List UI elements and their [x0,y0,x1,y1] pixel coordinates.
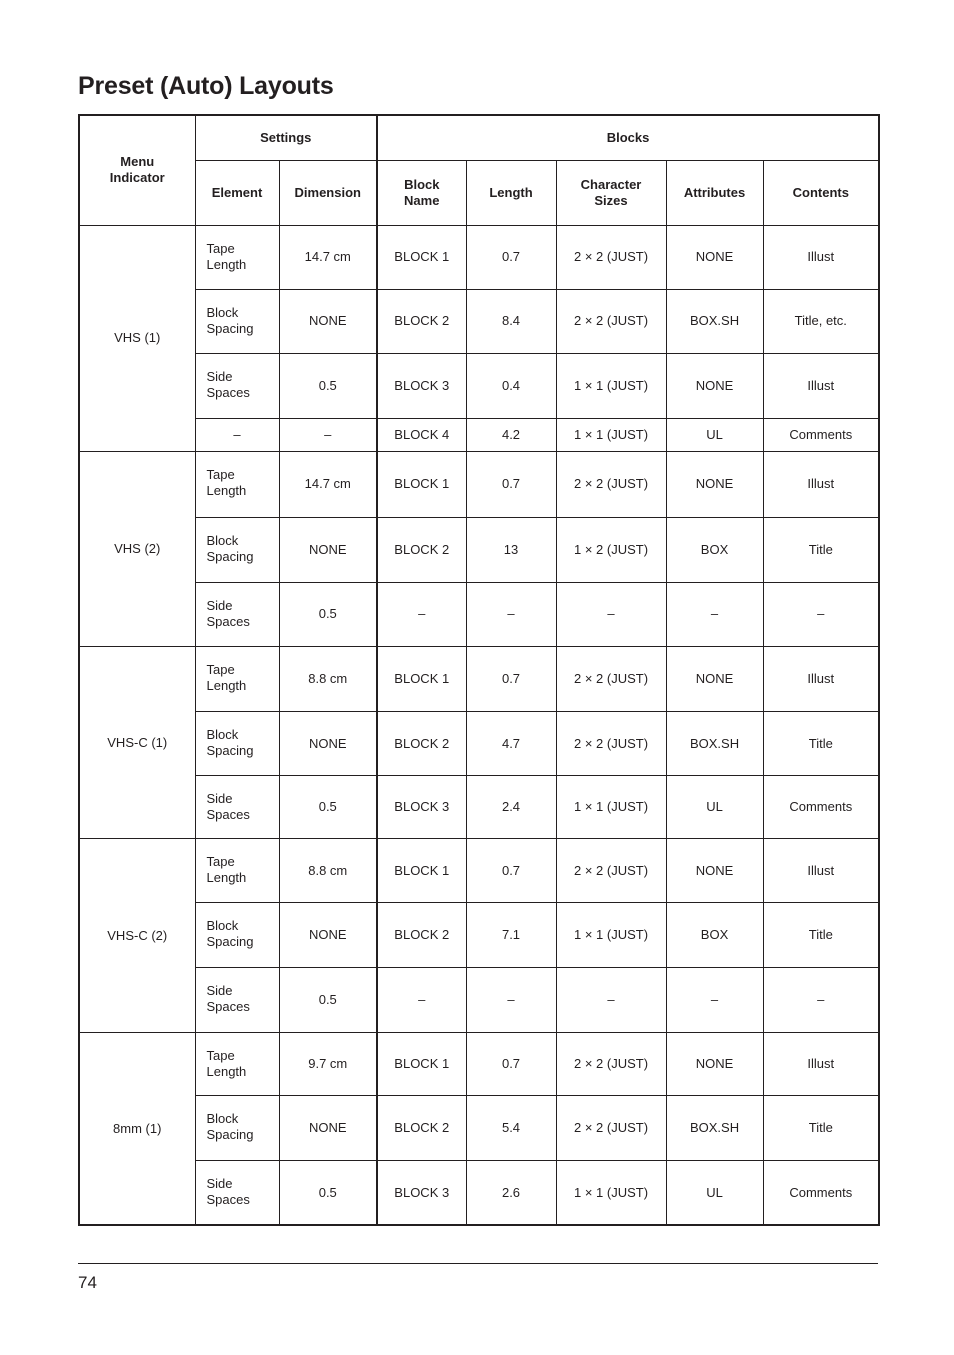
header-attributes: Attributes [666,160,763,225]
character-size-cell: 1 × 1 (JUST) [556,1161,666,1225]
attributes-cell: BOX.SH [666,1096,763,1161]
page-title: Preset (Auto) Layouts [78,72,334,100]
character-size-cell: 2 × 2 (JUST) [556,839,666,903]
dimension-cell: 0.5 [279,1161,377,1225]
header-settings: Settings [195,115,377,160]
length-cell: 7.1 [466,903,556,968]
element-cell: Tape Length [195,839,279,903]
dimension-cell: – [279,418,377,451]
block-name-cell: BLOCK 3 [377,776,466,839]
length-cell: 0.7 [466,451,556,517]
block-name-cell: BLOCK 3 [377,353,466,418]
attributes-cell: UL [666,1161,763,1225]
contents-cell: Title [763,711,879,775]
element-cell: – [195,418,279,451]
block-name-cell: BLOCK 1 [377,451,466,517]
contents-cell: Illust [763,646,879,711]
length-cell: 2.4 [466,776,556,839]
block-name-cell: BLOCK 1 [377,646,466,711]
dimension-cell: 14.7 cm [279,225,377,289]
table-row [79,517,879,582]
page-number: 74 [78,1273,97,1292]
contents-cell: Illust [763,225,879,289]
dimension-cell: 14.7 cm [279,451,377,517]
header-character-sizes: Character Sizes [556,160,666,225]
character-size-cell: 2 × 2 (JUST) [556,451,666,517]
character-size-cell: 2 × 2 (JUST) [556,1096,666,1161]
character-size-cell: 1 × 1 (JUST) [556,776,666,839]
dimension-cell: 0.5 [279,353,377,418]
table-row [79,968,879,1033]
table-row [79,289,879,353]
dimension-cell: NONE [279,1096,377,1161]
block-name-cell: BLOCK 2 [377,517,466,582]
dimension-cell: NONE [279,517,377,582]
dimension-cell: 8.8 cm [279,839,377,903]
dimension-cell: NONE [279,289,377,353]
length-cell: 4.7 [466,711,556,775]
attributes-cell: – [666,582,763,646]
element-cell: Block Spacing [195,1096,279,1161]
contents-cell: Illust [763,353,879,418]
attributes-cell: NONE [666,451,763,517]
dimension-cell: 0.5 [279,582,377,646]
block-name-cell: BLOCK 1 [377,225,466,289]
attributes-cell: NONE [666,225,763,289]
contents-cell: – [763,968,879,1033]
header-dimension: Dimension [279,160,377,225]
length-cell: 8.4 [466,289,556,353]
length-cell: 13 [466,517,556,582]
attributes-cell: UL [666,418,763,451]
table-row [79,1096,879,1161]
menu-indicator-cell: VHS (1) [79,225,195,451]
character-size-cell: 2 × 2 (JUST) [556,225,666,289]
header-block-name: Block Name [377,160,466,225]
element-cell: Tape Length [195,1033,279,1096]
contents-cell: Illust [763,839,879,903]
attributes-cell: – [666,968,763,1033]
block-name-cell: BLOCK 3 [377,1161,466,1225]
length-cell: 0.7 [466,225,556,289]
character-size-cell: 2 × 2 (JUST) [556,711,666,775]
block-name-cell: BLOCK 1 [377,839,466,903]
header-element: Element [195,160,279,225]
length-cell: 4.2 [466,418,556,451]
character-size-cell: – [556,582,666,646]
attributes-cell: BOX.SH [666,289,763,353]
table-row [79,839,879,903]
dimension-cell: 0.5 [279,968,377,1033]
character-size-cell: 1 × 1 (JUST) [556,353,666,418]
element-cell: Block Spacing [195,711,279,775]
dimension-cell: NONE [279,903,377,968]
table-body [79,225,879,1225]
table-row [79,353,879,418]
attributes-cell: NONE [666,839,763,903]
header-length: Length [466,160,556,225]
table-row [79,776,879,839]
menu-indicator-cell: VHS (2) [79,451,195,646]
block-name-cell: – [377,582,466,646]
contents-cell: Comments [763,776,879,839]
header-menu-indicator: Menu Indicator [79,115,195,225]
character-size-cell: 2 × 2 (JUST) [556,646,666,711]
contents-cell: Comments [763,1161,879,1225]
element-cell: Side Spaces [195,582,279,646]
length-cell: 0.7 [466,839,556,903]
table-row [79,1033,879,1096]
length-cell: 0.7 [466,1033,556,1096]
element-cell: Side Spaces [195,968,279,1033]
element-cell: Tape Length [195,646,279,711]
length-cell: 2.6 [466,1161,556,1225]
element-cell: Tape Length [195,225,279,289]
contents-cell: Comments [763,418,879,451]
attributes-cell: BOX.SH [666,711,763,775]
header-contents: Contents [763,160,879,225]
character-size-cell: 2 × 2 (JUST) [556,1033,666,1096]
block-name-cell: BLOCK 2 [377,1096,466,1161]
table-row [79,646,879,711]
dimension-cell: NONE [279,711,377,775]
length-cell: 5.4 [466,1096,556,1161]
table-row [79,1161,879,1225]
contents-cell: Illust [763,451,879,517]
preset-layouts-table [78,114,880,1226]
contents-cell: Illust [763,1033,879,1096]
length-cell: 0.7 [466,646,556,711]
character-size-cell: 1 × 1 (JUST) [556,903,666,968]
dimension-cell: 0.5 [279,776,377,839]
menu-indicator-cell: 8mm (1) [79,1033,195,1225]
element-cell: Side Spaces [195,776,279,839]
contents-cell: Title [763,903,879,968]
contents-cell: Title [763,1096,879,1161]
attributes-cell: BOX [666,903,763,968]
length-cell: – [466,582,556,646]
character-size-cell: – [556,968,666,1033]
character-size-cell: 2 × 2 (JUST) [556,289,666,353]
dimension-cell: 8.8 cm [279,646,377,711]
attributes-cell: UL [666,776,763,839]
menu-indicator-cell: VHS-C (2) [79,839,195,1033]
menu-indicator-cell: VHS-C (1) [79,646,195,838]
block-name-cell: BLOCK 2 [377,903,466,968]
contents-cell: – [763,582,879,646]
attributes-cell: NONE [666,353,763,418]
dimension-cell: 9.7 cm [279,1033,377,1096]
element-cell: Side Spaces [195,1161,279,1225]
block-name-cell: BLOCK 1 [377,1033,466,1096]
element-cell: Block Spacing [195,903,279,968]
table-row [79,903,879,968]
block-name-cell: BLOCK 4 [377,418,466,451]
element-cell: Block Spacing [195,517,279,582]
block-name-cell: – [377,968,466,1033]
element-cell: Block Spacing [195,289,279,353]
element-cell: Tape Length [195,451,279,517]
block-name-cell: BLOCK 2 [377,289,466,353]
element-cell: Side Spaces [195,353,279,418]
length-cell: – [466,968,556,1033]
attributes-cell: NONE [666,1033,763,1096]
contents-cell: Title, etc. [763,289,879,353]
attributes-cell: NONE [666,646,763,711]
length-cell: 0.4 [466,353,556,418]
table-row [79,225,879,289]
table-row [79,451,879,517]
contents-cell: Title [763,517,879,582]
table-row [79,582,879,646]
footer-divider [78,1263,878,1264]
table-row [79,711,879,775]
attributes-cell: BOX [666,517,763,582]
character-size-cell: 1 × 2 (JUST) [556,517,666,582]
table-row [79,418,879,451]
block-name-cell: BLOCK 2 [377,711,466,775]
character-size-cell: 1 × 1 (JUST) [556,418,666,451]
header-blocks: Blocks [377,115,879,160]
